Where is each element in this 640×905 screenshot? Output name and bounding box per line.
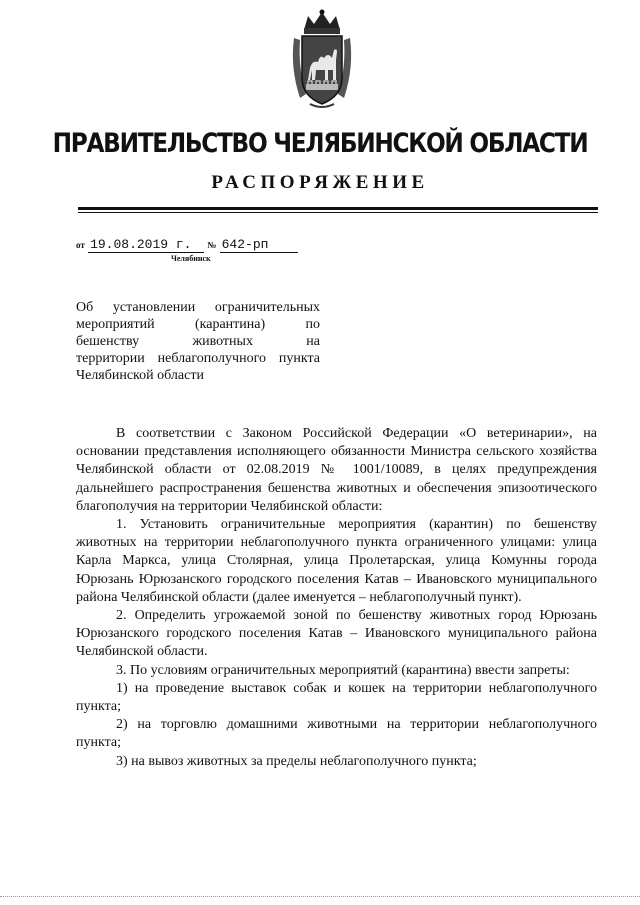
subject-line: территории неблагополучного пункта: [76, 351, 320, 366]
document-subject: [76, 299, 320, 384]
header-divider-thin: [78, 212, 598, 213]
page-bottom-edge: [0, 896, 640, 898]
document-date: 19.08.2019 г.: [88, 237, 204, 253]
paragraph-item-3: 3. По условиям ограничительных мероприятий (карантина) ввести запреты:: [116, 662, 570, 678]
document-type-title: РАСПОРЯЖЕНИЕ: [211, 172, 429, 193]
subject-line: бешенству животных на: [76, 334, 320, 349]
from-label: от: [76, 240, 85, 250]
registration-line: [76, 236, 298, 253]
subject-line: Об установлении ограничительных: [76, 300, 320, 315]
subject-line: Челябинской области: [76, 368, 204, 383]
document-number: 642-рп: [220, 237, 298, 253]
paragraph-subitem-1: 1) на проведение выставок собак и кошек на территории неблагополучного пункта;: [76, 680, 597, 715]
paragraph-preamble: В соответствии с Законом Российской Федерации «О ветеринарии», на основании представления исполняющего обязанности Министра сельского хозяйства Челябинской области от 02.08.2019 № 1001/10089, в целях предупреждения дальнейшего распространения бешенства животных и обеспечения эпизоотического благополучия на территории Челябинской области:: [76, 426, 597, 514]
paragraph-subitem-3: 3) на вывоз животных за пределы неблагополучного пункта;: [116, 753, 477, 769]
coat-of-arms-emblem: [290, 8, 354, 110]
city-name: Челябинск: [171, 254, 211, 263]
number-label: №: [207, 240, 217, 250]
subject-line: мероприятий (карантина) по: [76, 317, 320, 332]
paragraph-item-1: 1. Установить ограничительные мероприятия (карантин) по бешенству животных на территории неблагополучного пункта ограниченного улицами: улица Карла Маркса, улица Столярная, улица Пролетарская, улица Комунны города Юрюзань Юрюзанского городского поселения Катав – Ивановского муниципального района Челябинской области (далее именуется – неблагополучный пункт).: [76, 517, 597, 605]
document-body: [76, 425, 597, 771]
government-title: ПРАВИТЕЛЬСТВО ЧЕЛЯБИНСКОЙ ОБЛАСТИ: [52, 128, 588, 159]
paragraph-item-2: 2. Определить угрожаемой зоной по бешенству животных город Юрюзань Юрюзанского городского поселения Катав – Ивановского муниципального района Челябинской области.: [76, 608, 597, 660]
paragraph-subitem-2: 2) на торговлю домашними животными на территории неблагополучного пункта;: [76, 717, 597, 751]
header-divider-thick: [78, 207, 598, 210]
